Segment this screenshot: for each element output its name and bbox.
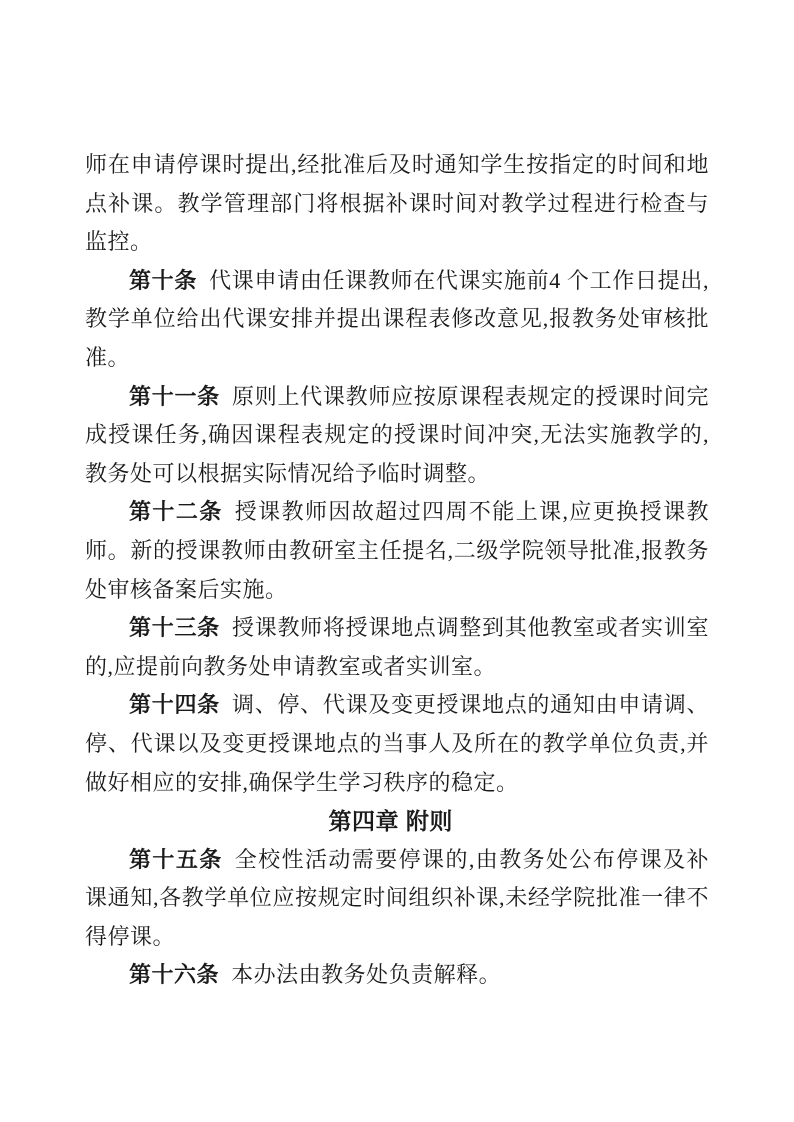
article-number: 第十二条 [129, 499, 223, 525]
document-body [85, 146, 709, 995]
paragraph [85, 686, 709, 802]
article-number: 第十四条 [129, 692, 220, 718]
paragraph [85, 493, 709, 609]
article-text: 原则上代课教师应按原课程表规定的授课时间完成授课任务,确因课程表规定的授课时间冲突,无法实施教学的,教务处可以根据实际情况给予临时调整。 [85, 383, 709, 486]
article-text: 授课教师因故超过四周不能上课,应更换授课教师。新的授课教师由教研室主任提名,二级学院领导批准,报教务处审核备案后实施。 [85, 499, 709, 602]
article-text: 全校性活动需要停课的,由教务处公布停课及补课通知,各教学单位应按规定时间组织补课,未经学院批准一律不得停课。 [85, 846, 709, 949]
article-text: 代课申请由任课教师在代课实施前4 个工作日提出,教学单位给出代课安排并提出课程表修改意见,报教务处审核批准。 [85, 267, 709, 370]
article-text: 师在申请停课时提出,经批准后及时通知学生按指定的时间和地点补课。教学管理部门将根据补课时间对教学过程进行检查与监控。 [85, 152, 709, 255]
chapter-heading [85, 802, 709, 841]
article-number: 第十条 [129, 267, 198, 293]
article-text: 授课教师将授课地点调整到其他教室或者实训室的,应提前向教务处申请教室或者实训室。 [85, 615, 709, 679]
article-number: 第十三条 [129, 615, 220, 641]
chapter-heading-text: 第四章 附则 [328, 808, 453, 835]
article-number: 第十五条 [129, 846, 223, 872]
paragraph [85, 378, 709, 494]
paragraph [85, 956, 709, 995]
paragraph [85, 609, 709, 686]
paragraph [85, 262, 709, 378]
article-text: 本办法由教务处负责解释。 [231, 962, 502, 988]
paragraph [85, 841, 709, 957]
paragraph [85, 146, 709, 262]
article-number: 第十六条 [129, 962, 220, 988]
article-text: 调、停、代课及变更授课地点的通知由申请调、停、代课以及变更授课地点的当事人及所在的教学单位负责,并做好相应的安排,确保学生学习秩序的稳定。 [85, 692, 709, 795]
article-number: 第十一条 [129, 383, 220, 409]
